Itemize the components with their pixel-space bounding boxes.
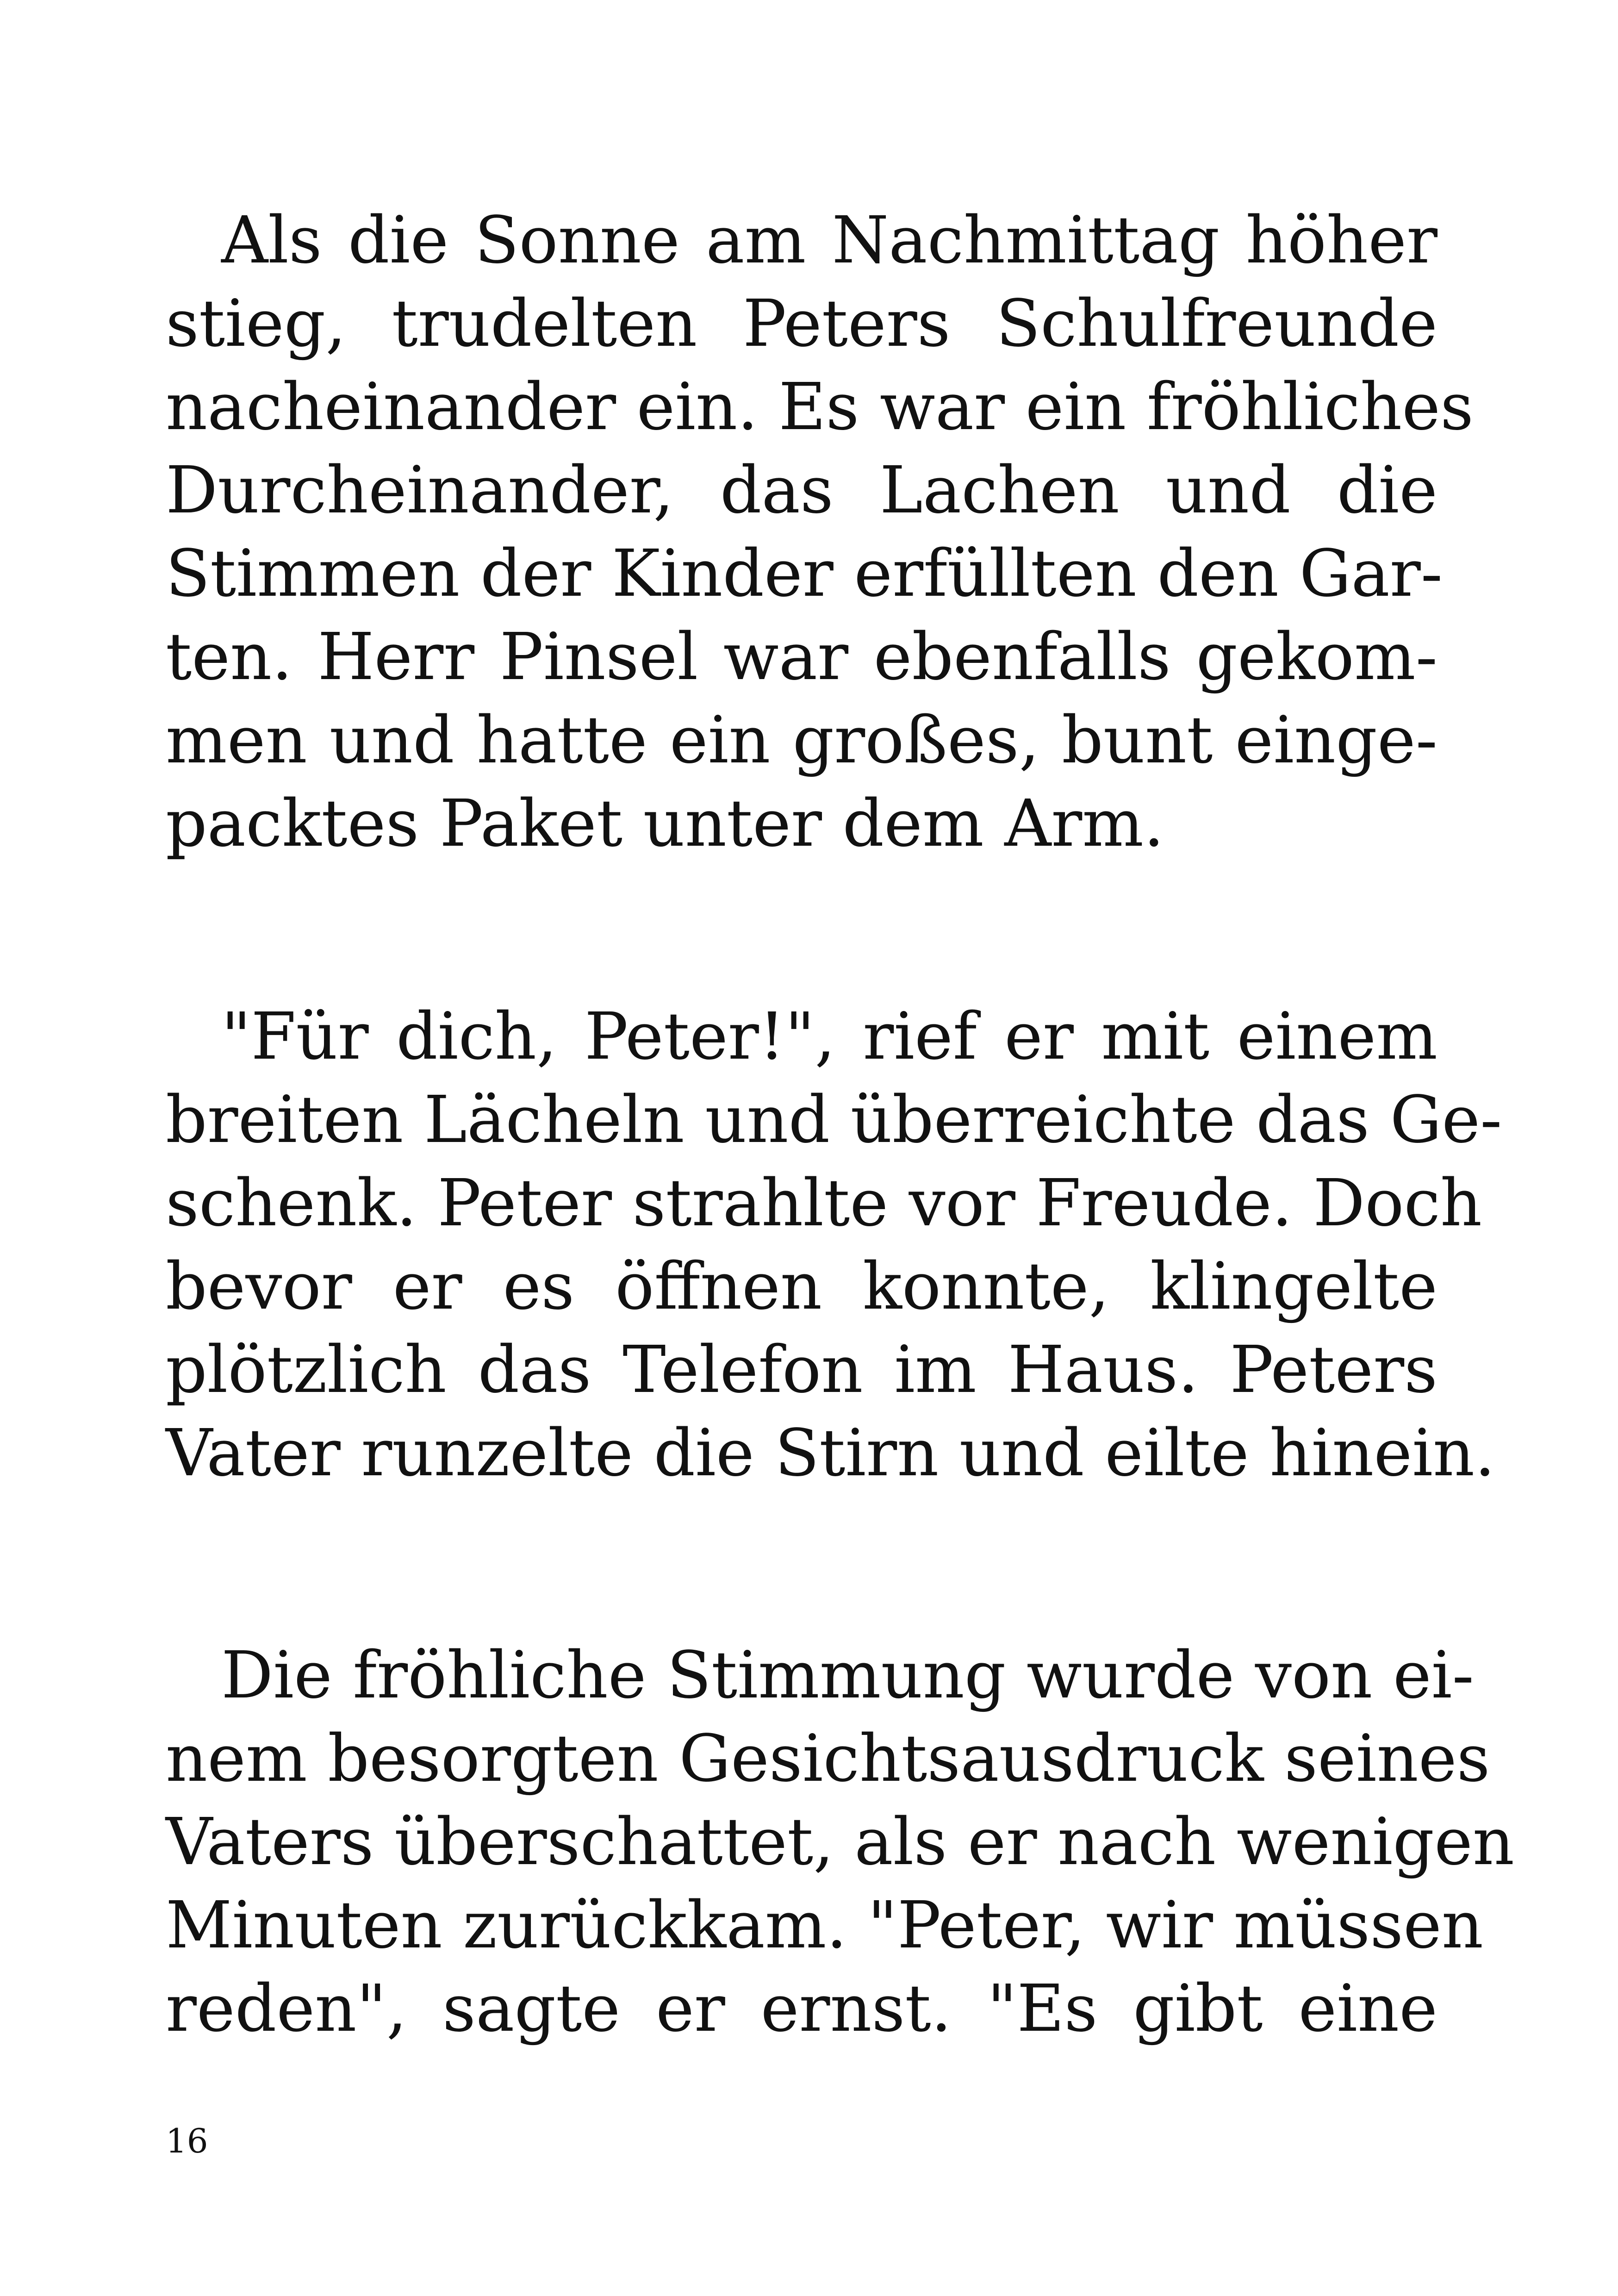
paragraph-line: packtes Paket unter dem Arm. [166, 786, 1164, 861]
paragraph-line: "Für dich, Peter!", rief er mit einem [221, 999, 1438, 1074]
paragraph-line: ten. Herr Pinsel war ebenfalls gekom- [166, 619, 1438, 695]
paragraph-line: breiten Lächeln und überreichte das Ge- [166, 1082, 1502, 1158]
paragraph-line: Stimmen der Kinder erfüllten den Gar- [166, 536, 1443, 611]
paragraph-line: schenk. Peter strahlte vor Freude. Doch [166, 1166, 1482, 1241]
paragraph-line: men und hatte ein großes, bunt einge- [166, 703, 1438, 778]
paragraph-line: nem besorgten Gesichtsausdruck seines [166, 1721, 1490, 1797]
paragraph-line: Vaters überschattet, als er nach wenigen [166, 1804, 1515, 1880]
paragraph-line: plötzlich das Telefon im Haus. Peters [166, 1332, 1438, 1408]
paragraph-line: stieg, trudelten Peters Schulfreunde [166, 286, 1438, 362]
paragraph-line: Minuten zurückkam. "Peter, wir müssen [166, 1888, 1484, 1963]
paragraph-line: nacheinander ein. Es war ein fröhliches [166, 369, 1474, 445]
paragraph-line: bevor er es öffnen konnte, klingelte [166, 1249, 1438, 1324]
paragraph-line: Als die Sonne am Nachmittag höher [221, 203, 1438, 278]
paragraph-line: Vater runzelte die Stirn und eilte hinein. [166, 1416, 1495, 1491]
page-number: 16 [166, 2121, 208, 2160]
paragraph-line: Die fröhliche Stimmung wurde von ei- [221, 1638, 1474, 1713]
paragraph-line: Durcheinander, das Lachen und die [166, 453, 1438, 528]
paragraph-line: reden", sagte er ernst. "Es gibt eine [166, 1971, 1438, 2046]
